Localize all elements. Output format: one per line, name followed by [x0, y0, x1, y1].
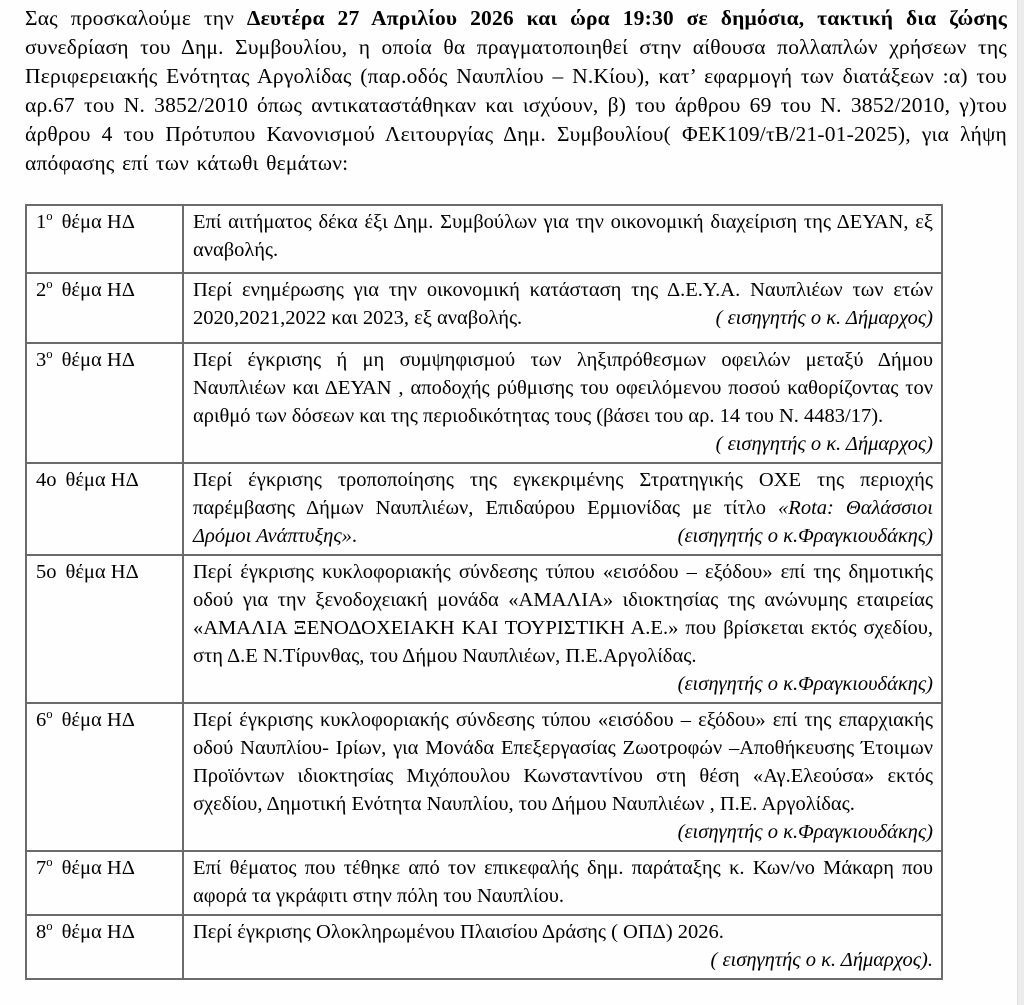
- intro-text-start: Σας προσκαλούμε την: [25, 6, 247, 30]
- topic-8-text-cell: [183, 915, 942, 979]
- topic-2-number-cell: [26, 273, 183, 343]
- topic-label: θέμα ΗΔ: [61, 857, 135, 879]
- invitation-paragraph: [25, 4, 1007, 178]
- topic-7-number-cell: [26, 851, 183, 915]
- topic-1-number-cell: [26, 205, 183, 273]
- topic-label: θέμα ΗΔ: [61, 709, 135, 731]
- intro-date-time-bold: Δευτέρα 27 Απριλίου 2026 και ώρα 19:30 σε δημόσια, τακτική δια ζώσης: [246, 6, 1008, 30]
- agenda-row-6: [26, 703, 942, 851]
- topic-number: 6: [36, 709, 47, 731]
- topic-6-text-cell: [183, 703, 942, 851]
- topic-3-text-cell: [183, 343, 942, 463]
- agenda-row-5: [26, 555, 942, 703]
- rapporteur-note: ( εισηγητής ο κ. Δήμαρχος): [715, 307, 933, 329]
- topic-text: Επί αιτήματος δέκα έξι Δημ. Συμβούλων για την οικονομική διαχείριση της ΔΕΥΑΝ, εξ αναβολής.: [193, 211, 933, 261]
- topic-number: 1: [36, 211, 47, 233]
- agenda-row-2: [26, 273, 942, 343]
- topic-ordinal: ο: [46, 277, 53, 292]
- agenda-table: [25, 204, 943, 980]
- topic-text: Περί έγκρισης ή μη συμψηφισμού των ληξιπρόθεσμων οφειλών μεταξύ Δήμου Ναυπλιέων και ΔΕΥΑΝ , αποδοχής ρύθμισης του οφειλόμενου ποσού καθορίζοντας τον αριθμό των δόσεων και της περιοδικότητας τους (βάσει του αρ. 14 του Ν. 4483/17).: [193, 349, 933, 427]
- topic-text: Περί ενημέρωσης για την οικονομική κατάσταση της Δ.Ε.Υ.Α. Ναυπλιέων των ετών 2020,2021,2022 και 2023, εξ αναβολής.: [193, 279, 933, 329]
- agenda-row-7: [26, 851, 942, 915]
- topic-number: 3: [36, 349, 47, 371]
- topic-1-text-cell: [183, 205, 942, 273]
- topic-label: θέμα ΗΔ: [65, 561, 139, 583]
- topic-3-number-cell: [26, 343, 183, 463]
- topic-text: Περί έγκρισης κυκλοφοριακής σύνδεσης τύπου «εισόδου – εξόδου» επί της δημοτικής οδού για την ξενοδοχειακή μονάδα «ΑΜΑΛΙΑ» ιδιοκτησίας της ανώνυμης εταιρείας «ΑΜΑΛΙΑ ΞΕΝΟΔΟΧΕΙΑΚΗ ΚΑΙ ΤΟΥΡΙΣΤΙΚΗ Α.Ε.» που βρίσκεται εκτός σχεδίου, στη Δ.Ε Ν.Τίρυνθας, του Δήμου Ναυπλιέων, Π.Ε.Αργολίδας.: [193, 561, 933, 667]
- topic-6-number-cell: [26, 703, 183, 851]
- intro-text-end: συνεδρίαση του Δημ. Συμβουλίου, η οποία θα πραγματοποιηθεί στην αίθουσα πολλαπλών χρήσεων της Περιφερειακής Ενότητας Αργολίδας (παρ.οδός Ναυπλίου – Ν.Κίου), κατ’ εφαρμογή των διατάξεων :α) του αρ.67 του Ν. 3852/2010 όπως αντικαταστάθηκαν και ισχύουν, β) του άρθρου 69 του Ν. 3852/2010, γ)του άρθρου 4 του Πρότυπου Κανονισμού Λειτουργίας Δημ. Συμβουλίου( ΦΕΚ109/τΒ/21-01-2025), για λήψη απόφασης επί των κάτωθι θεμάτων:: [25, 35, 1007, 175]
- topic-ordinal: ο: [46, 919, 53, 934]
- topic-label: θέμα ΗΔ: [61, 279, 135, 301]
- agenda-row-8: [26, 915, 942, 979]
- topic-number: 5ο: [36, 561, 57, 583]
- topic-number: 4ο: [36, 469, 57, 491]
- rapporteur-note: (εισηγητής ο κ.Φραγκιουδάκης): [677, 525, 933, 547]
- rapporteur-note: (εισηγητής ο κ.Φραγκιουδάκης): [677, 673, 933, 695]
- topic-ordinal: ο: [46, 209, 53, 224]
- topic-label: θέμα ΗΔ: [65, 469, 139, 491]
- topic-label: θέμα ΗΔ: [61, 349, 135, 371]
- topic-4-number-cell: [26, 463, 183, 555]
- topic-2-text-cell: [183, 273, 942, 343]
- topic-ordinal: ο: [46, 855, 53, 870]
- topic-label: θέμα ΗΔ: [61, 921, 135, 943]
- topic-text: Επί θέματος που τέθηκε από τον επικεφαλής δημ. παράταξης κ. Κων/νο Μάκαρη που αφορά τα γκράφιτι στην πόλη του Ναυπλίου.: [193, 857, 933, 907]
- agenda-row-1: [26, 205, 942, 273]
- topic-text-end: .: [351, 525, 358, 547]
- topic-5-text-cell: [183, 555, 942, 703]
- rapporteur-note: (εισηγητής ο κ.Φραγκιουδάκης): [677, 821, 933, 843]
- topic-7-text-cell: [183, 851, 942, 915]
- topic-label: θέμα ΗΔ: [61, 211, 135, 233]
- topic-4-text-cell: [183, 463, 942, 555]
- topic-text: Περί έγκρισης Ολοκληρωμένου Πλαισίου Δράσης ( ΟΠΔ) 2026.: [193, 921, 724, 943]
- topic-ordinal: ο: [46, 707, 53, 722]
- topic-number: 8: [36, 921, 47, 943]
- topic-text: Περί έγκρισης κυκλοφοριακής σύνδεσης τύπου «εισόδου – εξόδου» επί της επαρχιακής οδού Ναυπλίου- Ιρίων, για Μονάδα Επεξεργασίας Ζωοτροφών –Αποθήκευσης Έτοιμων Προϊόντων ιδιοκτησίας Μιχόπουλου Κωνσταντίνου στη θέση «Αγ.Ελεούσα» εκτός σχεδίου, Δημοτική Ενότητα Ναυπλίου, του Δήμου Ναυπλιέων , Π.Ε. Αργολίδας.: [193, 709, 933, 815]
- project-title-italic: «Rota: Θαλάσσιοι Δρόμοι Ανάπτυξης»: [193, 497, 933, 547]
- topic-8-number-cell: [26, 915, 183, 979]
- topic-number: 2: [36, 279, 47, 301]
- rapporteur-note: ( εισηγητής ο κ. Δήμαρχος).: [710, 949, 933, 971]
- topic-text: Περί έγκρισης τροποποίησης της εγκεκριμένης Στρατηγικής ΟΧΕ της περιοχής παρέμβασης Δήμων Ναυπλιέων, Επιδαύρου Ερμιονίδας με τίτλο: [193, 469, 933, 519]
- agenda-row-3: [26, 343, 942, 463]
- page-right-edge: [1017, 0, 1024, 1005]
- topic-5-number-cell: [26, 555, 183, 703]
- agenda-row-4: [26, 463, 942, 555]
- topic-number: 7: [36, 857, 47, 879]
- rapporteur-note: ( εισηγητής ο κ. Δήμαρχος): [715, 433, 933, 455]
- topic-ordinal: ο: [46, 347, 53, 362]
